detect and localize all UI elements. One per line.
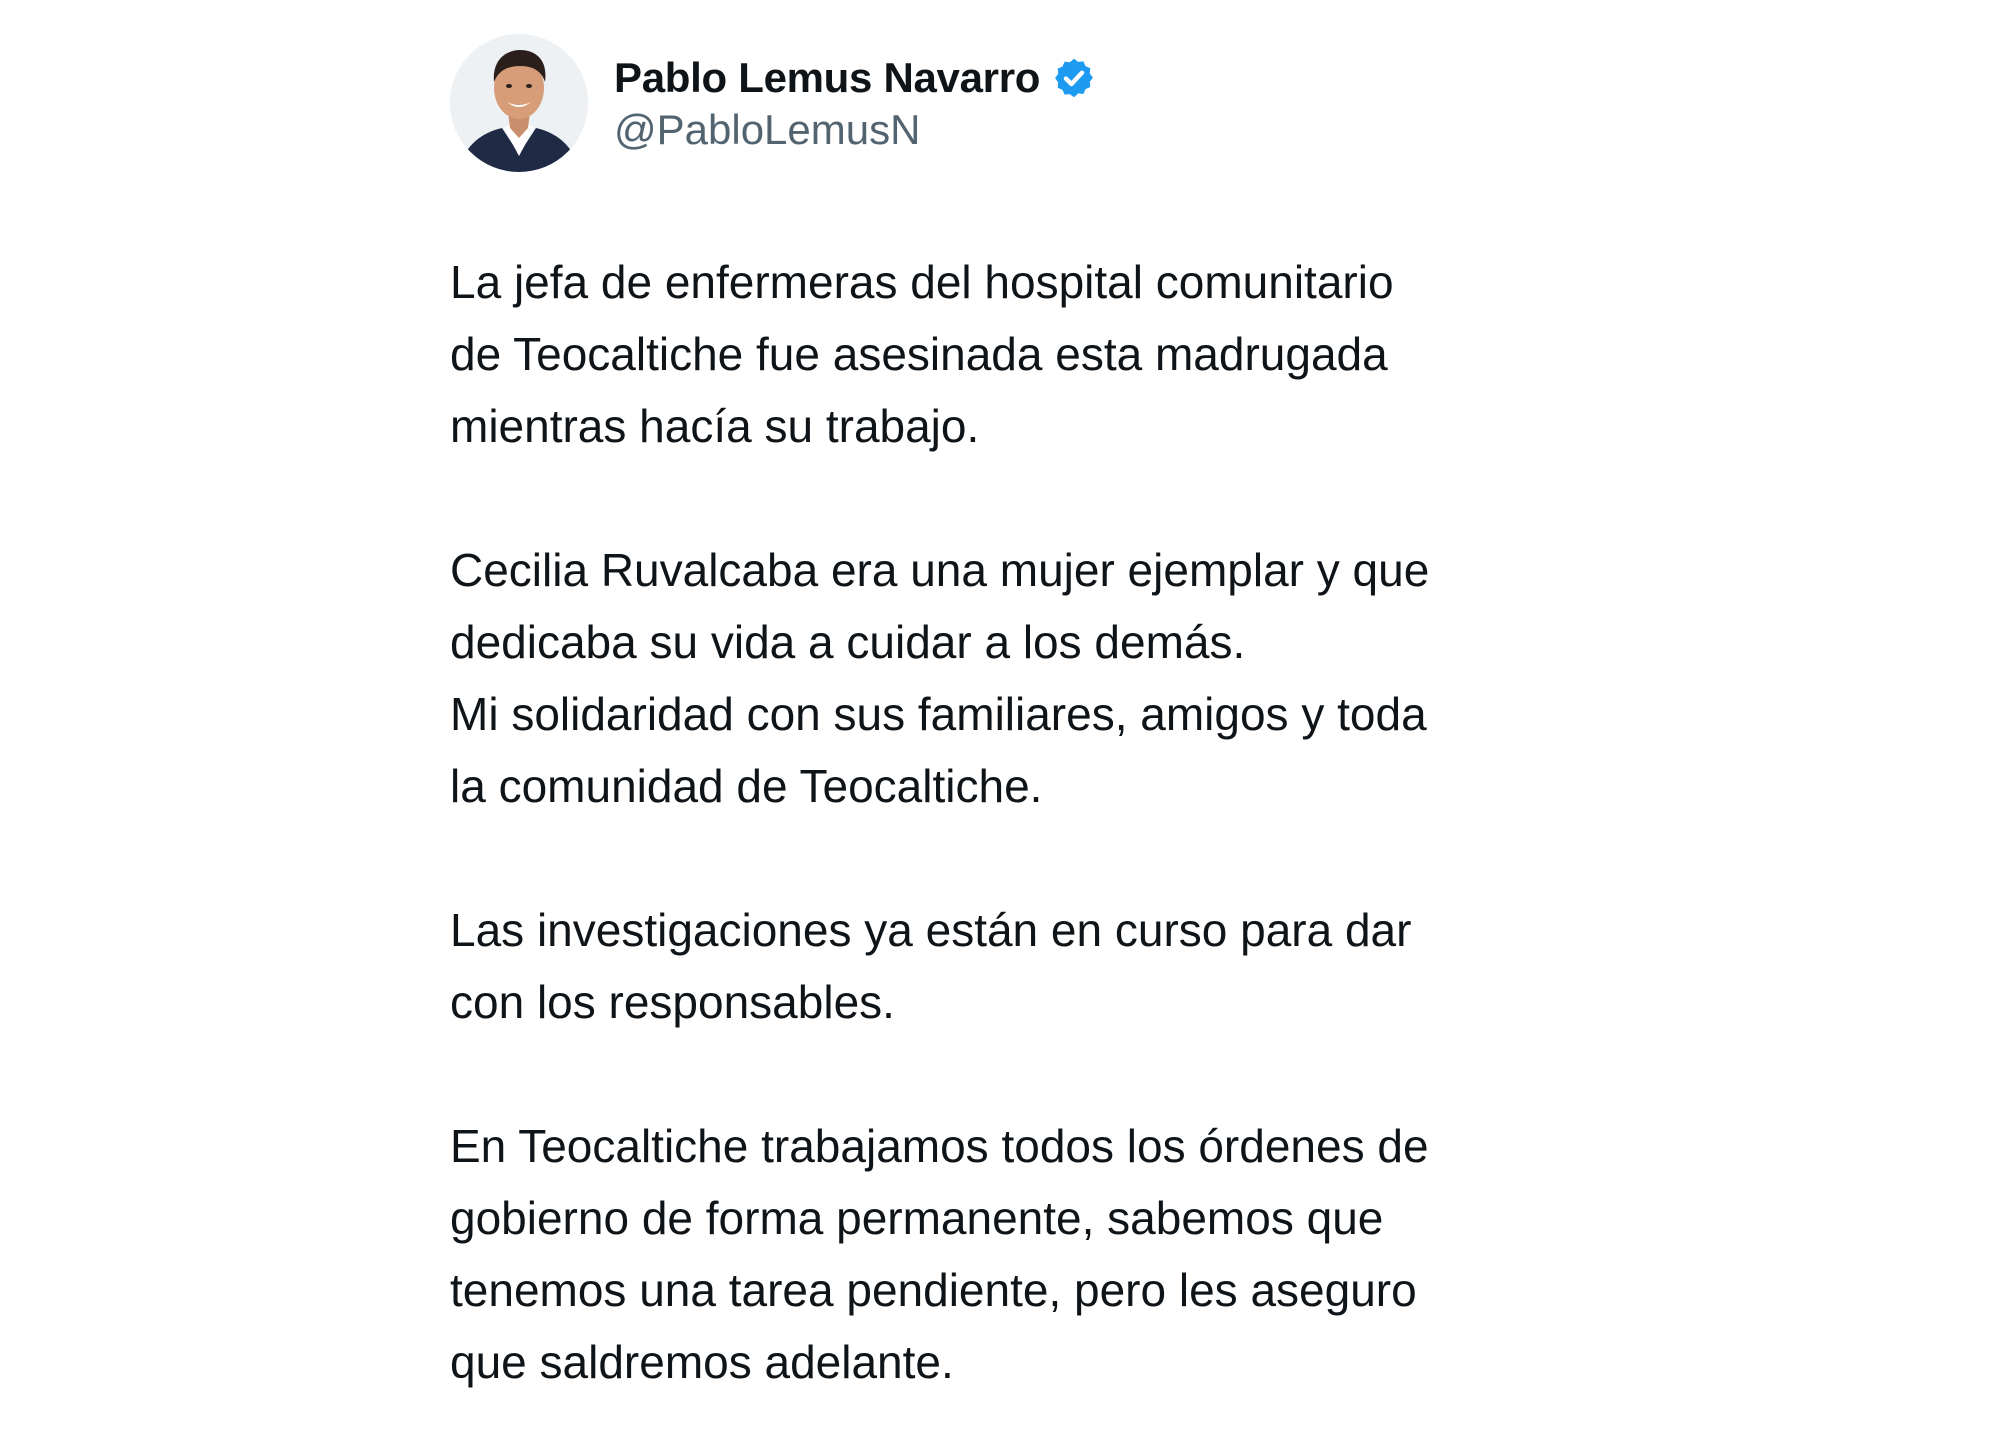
tweet-line: con los responsables. (450, 976, 895, 1028)
tweet-line: la comunidad de Teocaltiche. (450, 760, 1043, 812)
tweet-paragraph (450, 534, 1630, 822)
tweet-line: La jefa de enfermeras del hospital comunitario (450, 256, 1394, 308)
tweet-text (450, 246, 1630, 1398)
tweet-paragraph (450, 1110, 1630, 1398)
tweet-line: dedicaba su vida a cuidar a los demás. (450, 616, 1246, 668)
tweet-card (450, 34, 1630, 1388)
tweet-line: mientras hacía su trabajo. (450, 400, 980, 452)
author-handle[interactable]: @PabloLemusN (614, 106, 921, 153)
author-display-name[interactable]: Pablo Lemus Navarro (614, 54, 1041, 101)
tweet-paragraph (450, 246, 1630, 462)
author-names (614, 50, 1096, 154)
avatar-portrait-icon (450, 34, 588, 172)
tweet-line: Las investigaciones ya están en curso para dar (450, 904, 1412, 956)
avatar[interactable] (450, 34, 588, 172)
tweet-line: Cecilia Ruvalcaba era una mujer ejemplar y que (450, 544, 1430, 596)
verified-badge-icon (1052, 56, 1096, 100)
tweet-line: tenemos una tarea pendiente, pero les aseguro (450, 1264, 1417, 1316)
display-name-row (614, 50, 1096, 106)
tweet-line: Mi solidaridad con sus familiares, amigos y toda (450, 688, 1427, 740)
tweet-paragraph (450, 894, 1630, 1038)
tweet-line: En Teocaltiche trabajamos todos los órdenes de (450, 1120, 1429, 1172)
tweet-line: de Teocaltiche fue asesinada esta madrugada (450, 328, 1388, 380)
tweet-header (450, 34, 1630, 174)
tweet-line: que saldremos adelante. (450, 1336, 954, 1388)
tweet-line: gobierno de forma permanente, sabemos que (450, 1192, 1384, 1244)
